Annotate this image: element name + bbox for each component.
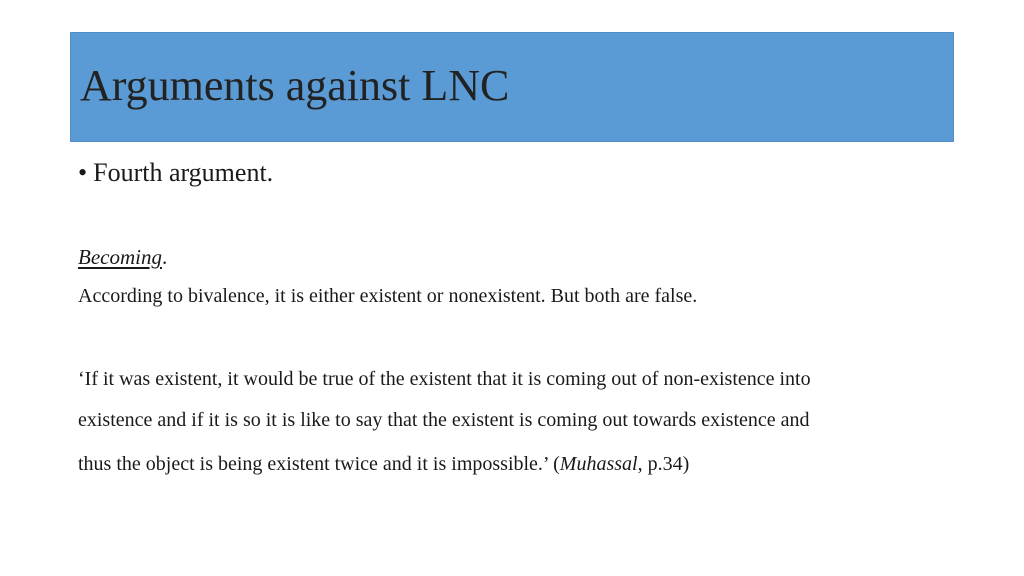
- title-bar: [70, 32, 954, 142]
- quote-reference: , p.34): [637, 453, 690, 475]
- quote-line-3-text: thus the object is being existent twice and it is impossible.’ (: [78, 453, 560, 475]
- subheading-text: Becoming: [78, 245, 162, 269]
- subheading-period: .: [161, 245, 168, 269]
- subheading: [78, 244, 167, 270]
- statement-line: According to bivalence, it is either existent or nonexistent. But both are false.: [78, 285, 698, 307]
- bullet-text: Fourth argument.: [93, 158, 274, 187]
- quote-source: Muhassal: [559, 453, 638, 475]
- slide-title: Arguments against LNC: [80, 61, 510, 110]
- quote-line-3: [78, 451, 689, 477]
- quote-line-1: ‘If it was existent, it would be true of the existent that it is coming out of non-existence into: [78, 368, 811, 390]
- bullet-dot-icon: •: [78, 158, 88, 187]
- quote-line-2: existence and if it is so it is like to say that the existent is coming out towards existence and: [78, 409, 810, 431]
- bullet-item: [78, 157, 273, 189]
